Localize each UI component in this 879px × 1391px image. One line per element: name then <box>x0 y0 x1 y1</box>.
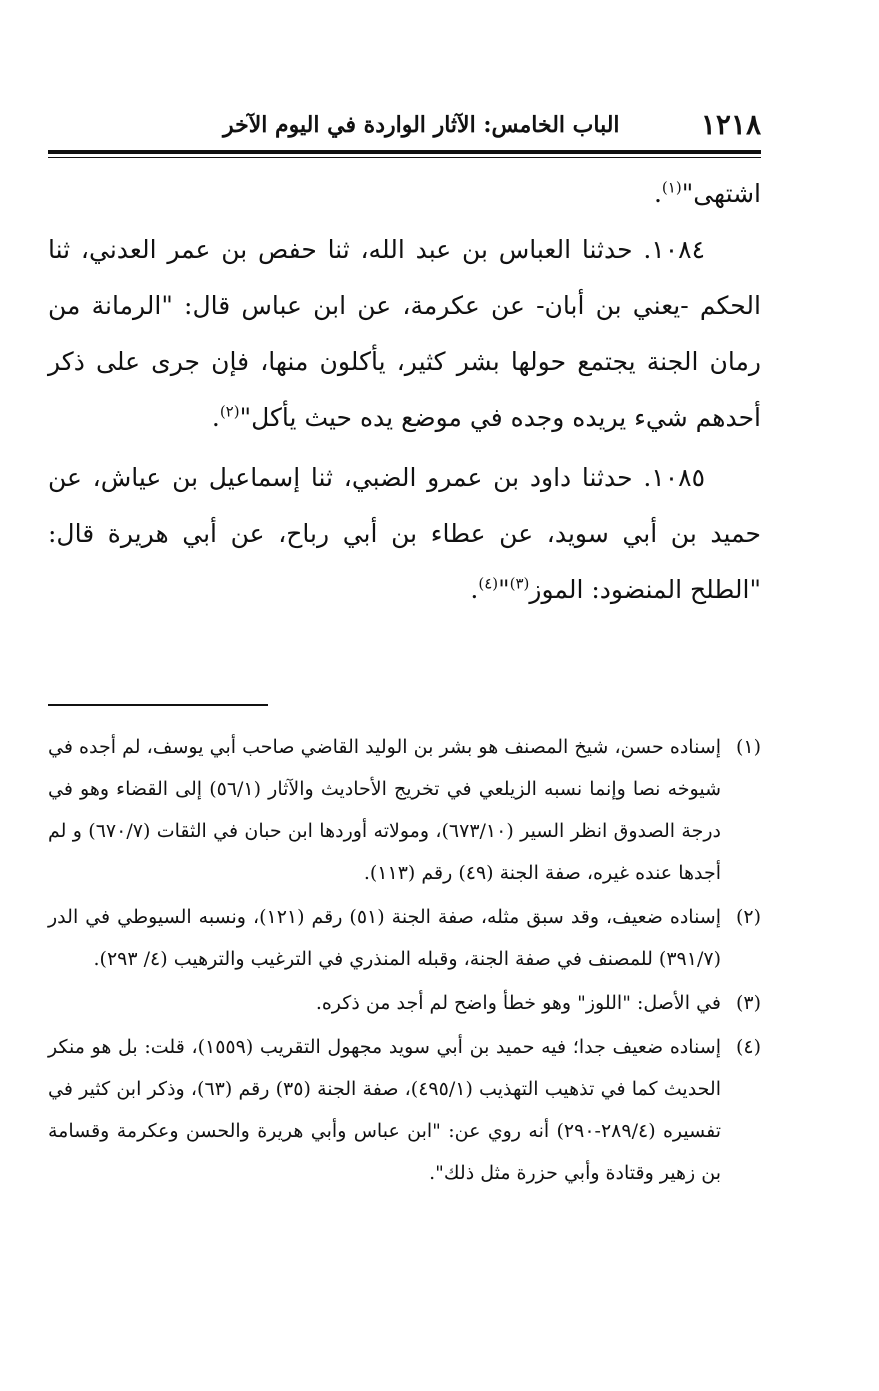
hadith-number: ١٠٨٤. <box>643 235 705 264</box>
footnote-mark: (٢) <box>735 906 761 928</box>
opening-line: اشتهى"$^{(١)}$. <box>653 178 761 208</box>
footnote-mark: (٤) <box>735 1036 761 1058</box>
footnotes <box>48 726 761 1196</box>
footnote-4 <box>48 1026 761 1194</box>
page-number: ١٢١٨ <box>700 108 761 141</box>
opening-text: اشتهى" <box>681 179 761 208</box>
header-rule-thin <box>48 157 761 158</box>
footnote-text: إسناده ضعيف، وقد سبق مثله، صفة الجنة (٥١) رقم (١٢١)، ونسبه السيوطي في الدر (٣٩١/٧) للمصنف في صفة الجنة، وقبله المنذري في الترغيب والترهيب (٤/ ٢٩٣). <box>48 906 722 970</box>
hadith-1084: ١٠٨٤. حدثنا العباس بن عبد الله، ثنا حفص بن عمر العدني، ثنا الحكم -يعني بن أبان- عن عكرمة، عن ابن عباس قال: "الرمانة من رمان الجنة يجتمع حولها بشر كثير، يأكلون منها، فإن جرى على ذكر أحدهم شيء يريده وجده في موضع يده حيث يأكل"$^{(٢)}$. <box>48 235 761 432</box>
hadith-1085: ١٠٨٥. حدثنا داود بن عمرو الضبي، ثنا إسماعيل بن عياش، عن حميد بن أبي سويد، عن عطاء بن أبي رباح، عن أبي هريرة قال: "الطلح المنضود: الموز$^{(٣)}$"$^{(٤)}$. <box>48 463 761 604</box>
footnote-2 <box>48 896 761 980</box>
main-text <box>48 166 761 618</box>
footnote-mark: (١) <box>735 736 761 758</box>
footnote-ref-4: (٤) <box>478 574 499 593</box>
hadith-text: حدثنا العباس بن عبد الله، ثنا حفص بن عمر العدني، ثنا الحكم -يعني بن أبان- عن عكرمة، عن ابن عباس قال: "الرمانة من رمان الجنة يجتمع حولها بشر كثير، يأكلون منها، فإن جرى على ذكر أحدهم شيء يريده وجده في موضع يده حيث يأكل" <box>48 235 761 432</box>
footnote-ref-1: (١) <box>661 178 682 197</box>
running-title: الباب الخامس: الآثار الواردة في اليوم الآخر <box>223 112 620 138</box>
footnote-text: في الأصل: "اللوز" وهو خطأ واضح لم أجد من ذكره. <box>315 992 721 1014</box>
header-rule-thick <box>48 150 761 154</box>
footnote-text: إسناده حسن، شيخ المصنف هو بشر بن الوليد القاضي صاحب أبي يوسف، لم أجده في شيوخه نصا وإنما نسبه الزيلعي في تخريج الأحاديث والآثار (٥٦/١) إلى القضاء وهو في درجة الصدوق انظر السير (٦٧٣/١٠)، ومولاته أوردها ابن حبان في الثقات (٦٧٠/٧) و لم أجدها عنده غيره، صفة الجنة (٤٩) رقم (١١٣). <box>48 736 721 884</box>
footnote-text: إسناده ضعيف جدا؛ فيه حميد بن أبي سويد مجهول التقريب (١٥٥٩)، قلت: بل هو منكر الحديث كما في تذهيب التهذيب (٤٩٥/١)، صفة الجنة (٣٥) رقم (٦٣)، وذكر ابن كثير في تفسيره (٢٨٩/٤-٢٩٠) أنه روي عن: "ابن عباس وأبي هريرة والحسن وعكرمة وقسامة بن زهير وقتادة وأبي حزرة مثل ذلك". <box>48 1036 721 1184</box>
hadith-number: ١٠٨٥. <box>643 463 705 492</box>
footnote-separator <box>48 704 268 706</box>
hadith-text: حدثنا داود بن عمرو الضبي، ثنا إسماعيل بن عياش، عن حميد بن أبي سويد، عن عطاء بن أبي رباح، عن أبي هريرة قال: "الطلح المنضود: الموز <box>48 463 761 604</box>
footnote-3 <box>48 982 761 1024</box>
page-header <box>48 108 761 144</box>
footnote-ref-3: (٣) <box>509 574 530 593</box>
footnote-ref-2: (٢) <box>219 402 240 421</box>
footnote-1 <box>48 726 761 894</box>
footnote-mark: (٣) <box>735 992 761 1014</box>
closing-quote: " <box>498 575 510 604</box>
